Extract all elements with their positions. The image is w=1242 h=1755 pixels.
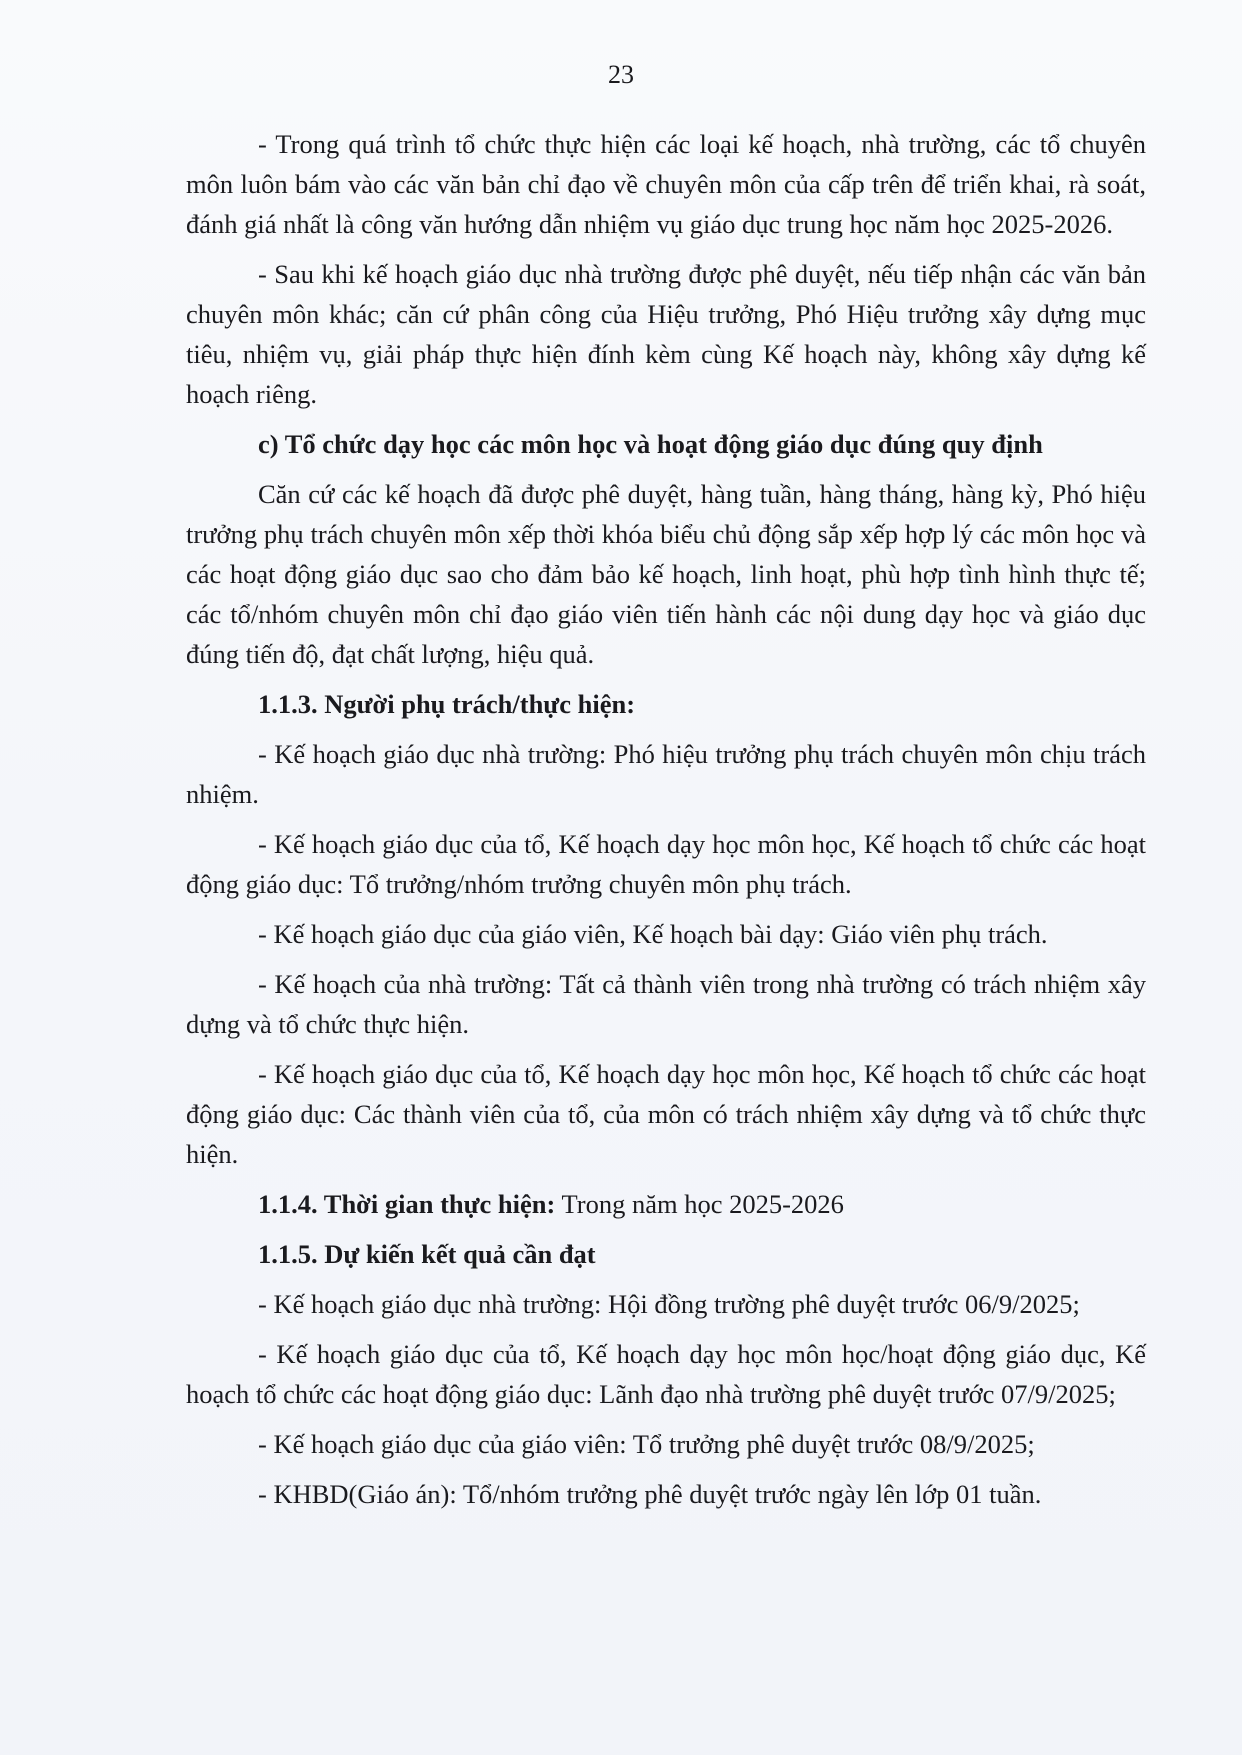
list-item-responsible-all-members: - Kế hoạch của nhà trường: Tất cả thành viên trong nhà trường có trách nhiệm xây dựng và tổ chức thực hiện. bbox=[186, 969, 1146, 1039]
section-heading-1-1-4-value: Trong năm học 2025-2026 bbox=[555, 1189, 844, 1219]
list-item-responsible-group-members: - Kế hoạch giáo dục của tổ, Kế hoạch dạy học môn học, Kế hoạch tổ chức các hoạt động giáo dục: Các thành viên của tổ, của môn có trách nhiệm xây dựng và tổ chức thực hiện. bbox=[186, 1059, 1146, 1169]
list-item-responsible-group-plan: - Kế hoạch giáo dục của tổ, Kế hoạch dạy học môn học, Kế hoạch tổ chức các hoạt động giáo dục: Tổ trưởng/nhóm trưởng chuyên môn phụ trách. bbox=[186, 829, 1146, 899]
section-heading-1-1-4 bbox=[186, 1184, 1146, 1224]
list-item-responsible-teacher-plan: - Kế hoạch giáo dục của giáo viên, Kế hoạch bài dạy: Giáo viên phụ trách. bbox=[258, 919, 1048, 949]
page-number: 23 bbox=[608, 60, 634, 89]
document-body bbox=[186, 124, 1146, 1524]
list-item-result-lesson-plan: - KHBD(Giáo án): Tổ/nhóm trưởng phê duyệt trước ngày lên lớp 01 tuần. bbox=[258, 1479, 1042, 1509]
list-item-result-teacher-plan: - Kế hoạch giáo dục của giáo viên: Tổ trưởng phê duyệt trước 08/9/2025; bbox=[258, 1429, 1035, 1459]
section-heading-1-1-4-label: 1.1.4. Thời gian thực hiện: bbox=[258, 1189, 556, 1219]
paragraph-after-approval: - Sau khi kế hoạch giáo dục nhà trường được phê duyệt, nếu tiếp nhận các văn bản chuyên môn khác; căn cứ phân công của Hiệu trưởng, Phó Hiệu trưởng xây dựng mục tiêu, nhiệm vụ, giải pháp thực hiện đính kèm cùng Kế hoạch này, không xây dựng kế hoạch riêng. bbox=[186, 259, 1146, 409]
section-heading-1-1-5: 1.1.5. Dự kiến kết quả cần đạt bbox=[258, 1239, 596, 1269]
list-item-responsible-school-plan: - Kế hoạch giáo dục nhà trường: Phó hiệu trưởng phụ trách chuyên môn chịu trách nhiệm. bbox=[186, 739, 1146, 809]
paragraph-review-guidance: - Trong quá trình tổ chức thực hiện các loại kế hoạch, nhà trường, các tổ chuyên môn luôn bám vào các văn bản chỉ đạo về chuyên môn của cấp trên để triển khai, rà soát, đánh giá nhất là công văn hướng dẫn nhiệm vụ giáo dục trung học năm học 2025-2026. bbox=[186, 129, 1146, 239]
list-item-result-group-plan: - Kế hoạch giáo dục của tổ, Kế hoạch dạy học môn học/hoạt động giáo dục, Kế hoạch tổ chức các hoạt động giáo dục: Lãnh đạo nhà trường phê duyệt trước 07/9/2025; bbox=[186, 1339, 1146, 1409]
list-item-result-school-plan: - Kế hoạch giáo dục nhà trường: Hội đồng trường phê duyệt trước 06/9/2025; bbox=[258, 1289, 1080, 1319]
section-heading-1-1-3: 1.1.3. Người phụ trách/thực hiện: bbox=[258, 689, 636, 719]
paragraph-schedule: Căn cứ các kế hoạch đã được phê duyệt, hàng tuần, hàng tháng, hàng kỳ, Phó hiệu trưởng phụ trách chuyên môn xếp thời khóa biểu chủ động sắp xếp hợp lý các môn học và các hoạt động giáo dục sao cho đảm bảo kế hoạch, linh hoạt, phù hợp tình hình thực tế; các tổ/nhóm chuyên môn chỉ đạo giáo viên tiến hành các nội dung dạy học và giáo dục đúng tiến độ, đạt chất lượng, hiệu quả. bbox=[186, 479, 1146, 669]
section-heading-c: c) Tổ chức dạy học các môn học và hoạt động giáo dục đúng quy định bbox=[258, 429, 1043, 459]
